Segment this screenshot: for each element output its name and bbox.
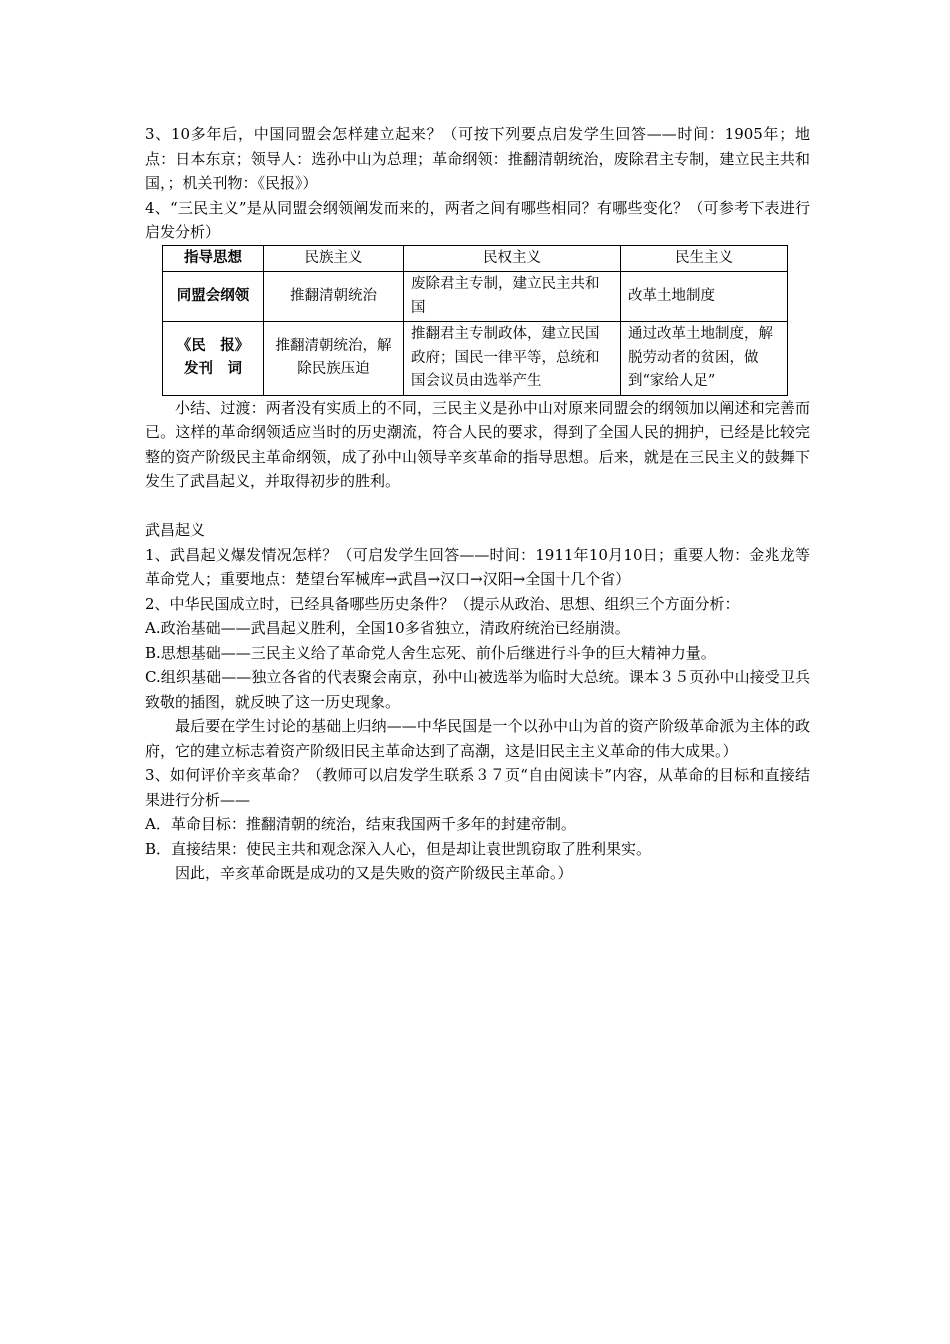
table-header-cell: 民权主义 [404,245,621,272]
question-4-three-principles: 4、“三民主义”是从同盟会纲领阐发而来的，两者之间有哪些相同？有哪些变化？（可参考下表进行启发分析） [145,198,810,241]
table-cell: 废除君主专制，建立民主共和国 [404,272,621,322]
document-page [145,122,810,886]
condition-ideological: B.思想基础——三民主义给了革命党人舍生忘死、前仆后继进行斗争的巨大精神力量。 [145,643,716,662]
condition-organizational: C.组织基础——独立各省的代表聚会南京，孙中山被选举为临时大总统。课本３５页孙中山接受卫兵致敬的插图，就反映了这一历史现象。 [145,668,810,711]
table-cell: 改革土地制度 [621,272,788,322]
section-title: 武昌起义 [145,521,206,539]
table-row [163,272,788,322]
table-header-row [163,245,788,272]
final-conclusion: 因此，辛亥革命既是成功的又是失败的资产阶级民主革命。） [175,864,573,882]
table-row [163,322,788,396]
table-row-label: 同盟会纲领 [163,272,264,322]
blank-line [145,494,810,519]
table-cell: 通过改革土地制度，解脱劳动者的贫困，做到“家给人足” [621,322,788,396]
question-3-tongmenghui: 3、10多年后，中国同盟会怎样建立起来？（可按下列要点启发学生回答——时间：1905年；地点：日本东京；领导人：选孙中山为总理；革命纲领：推翻清朝统治，废除君主专制，建立民主共和国，；机关刊物：《民报》） [145,125,810,192]
table-header-cell: 民族主义 [264,245,404,272]
question-2-conditions: 2、中华民国成立时，已经具备哪些历史条件？（提示从政治、思想、组织三个方面分析： [145,594,740,613]
question-3-evaluation: 3、如何评价辛亥革命？（教师可以启发学生联系３７页“自由阅读卡”内容，从革命的目标和直接结果进行分析—— [145,766,810,809]
comparison-table [162,245,788,396]
condition-political: A.政治基础——武昌起义胜利，全国10多省独立，清政府统治已经崩溃。 [145,619,630,637]
table-cell: 推翻君主专制政体，建立民国政府；国民一律平等，总统和国会议员由选举产生 [404,322,621,396]
table-cell: 推翻清朝统治，解除民族压迫 [264,322,404,396]
conclusion-paragraph: 最后要在学生讨论的基础上归纳——中华民国是一个以孙中山为首的资产阶级革命派为主体的政府，它的建立标志着资产阶级旧民主革命达到了高潮，这是旧民主主义革命的伟大成果。） [145,717,810,760]
question-1-wuchang: 1、武昌起义爆发情况怎样？（可启发学生回答——时间：1911年10月10日；重要人物：金兆龙等革命党人；重要地点：楚望台军械库→武昌→汉口→汉阳→全国十几个省） [145,545,810,588]
table-header-cell: 民生主义 [621,245,788,272]
table-row-label: 《民 报》发刊 词 [163,322,264,396]
summary-paragraph: 小结、过渡：两者没有实质上的不同，三民主义是孙中山对原来同盟会的纲领加以阐述和完善而已。这样的革命纲领适应当时的历史潮流，符合人民的要求，得到了全国人民的拥护，已经是比较完整的资产阶级民主革命纲领，成了孙中山领导辛亥革命的指导思想。后来，就是在三民主义的鼓舞下发生了武昌起义，并取得初步的胜利。 [145,398,810,490]
revolution-result: B．直接结果：使民主共和观念深入人心，但是却让袁世凯窃取了胜利果实。 [145,839,652,858]
revolution-goal: A．革命目标：推翻清朝的统治，结束我国两千多年的封建帝制。 [145,815,576,833]
table-cell: 推翻清朝统治 [264,272,404,322]
table-header-cell: 指导思想 [163,245,264,272]
